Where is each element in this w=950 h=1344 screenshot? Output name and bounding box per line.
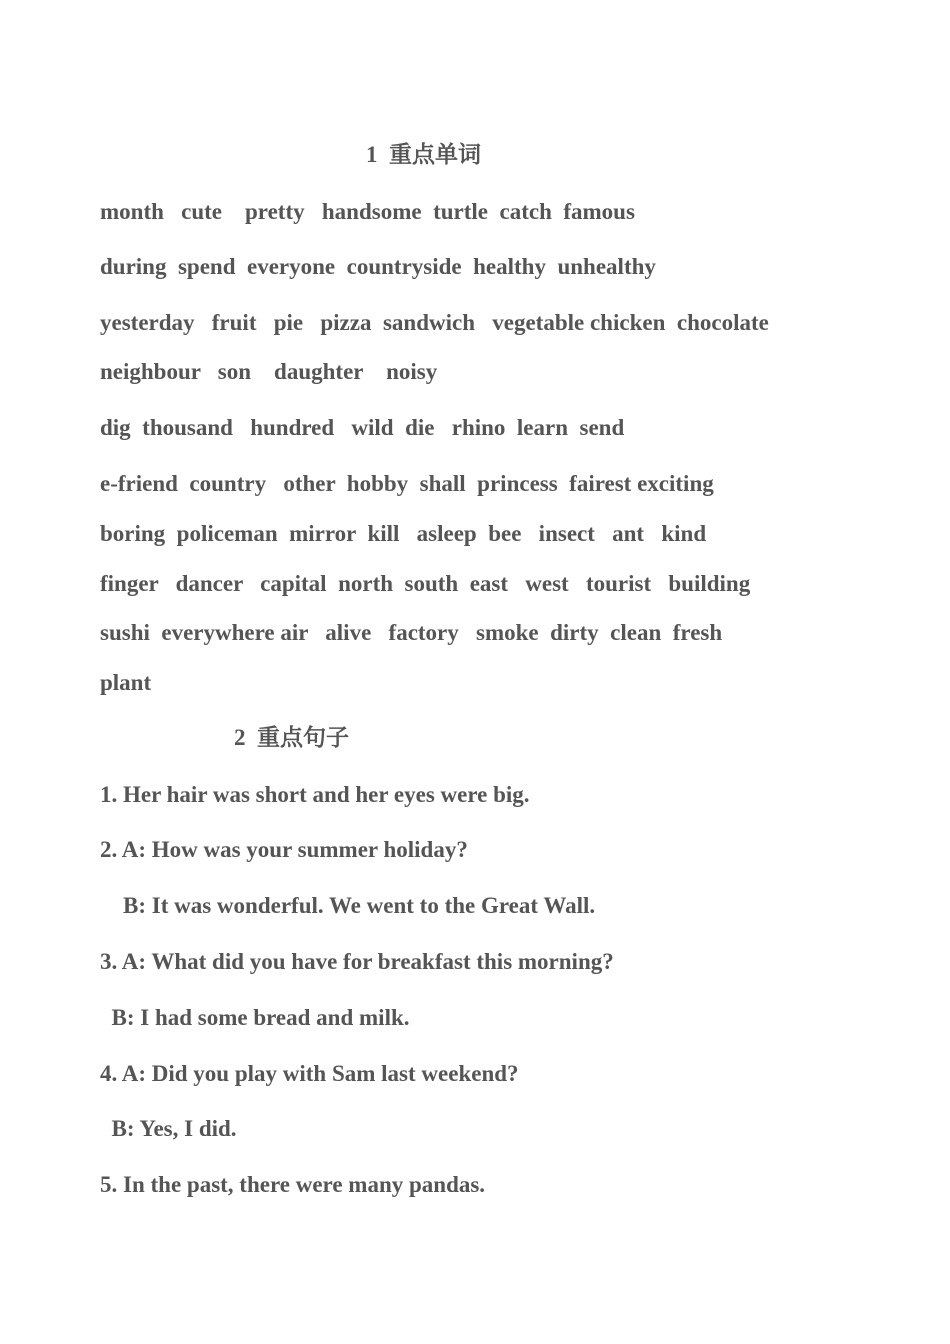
vocab-line-8: finger dancer capital north south east west tourist building — [100, 571, 751, 596]
vocab-line-3: yesterday fruit pie pizza sandwich vegetable chicken chocolate — [100, 310, 769, 335]
vocab-line-1: month cute pretty handsome turtle catch famous — [100, 199, 635, 224]
vocab-line-10: plant — [100, 670, 152, 695]
sentence-line-1: 1. Her hair was short and her eyes were big. — [100, 782, 530, 807]
sentence-line-2: 2. A: How was your summer holiday? — [100, 837, 468, 862]
sentence-line-4: 3. A: What did you have for breakfast this morning? — [100, 949, 614, 974]
vocab-line-5: dig thousand hundred wild die rhino learn send — [100, 415, 625, 440]
sentence-line-7: B: Yes, I did. — [100, 1116, 237, 1141]
vocab-line-4: neighbour son daughter noisy — [100, 359, 438, 384]
sentence-line-8: 5. In the past, there were many pandas. — [100, 1172, 486, 1197]
section-title-key-sentences: 2 重点句子 — [234, 725, 349, 750]
vocab-line-6: e-friend country other hobby shall princess fairest exciting — [100, 471, 714, 496]
sentence-line-3: B: It was wonderful. We went to the Great Wall. — [100, 893, 596, 918]
sentence-line-5: B: I had some bread and milk. — [100, 1005, 410, 1030]
vocab-line-2: during spend everyone countryside healthy unhealthy — [100, 254, 656, 279]
vocab-line-7: boring policeman mirror kill asleep bee insect ant kind — [100, 521, 707, 546]
vocab-line-9: sushi everywhere air alive factory smoke dirty clean fresh — [100, 620, 723, 645]
sentence-line-6: 4. A: Did you play with Sam last weekend? — [100, 1061, 519, 1086]
section-title-key-words: 1 重点单词 — [366, 142, 481, 167]
